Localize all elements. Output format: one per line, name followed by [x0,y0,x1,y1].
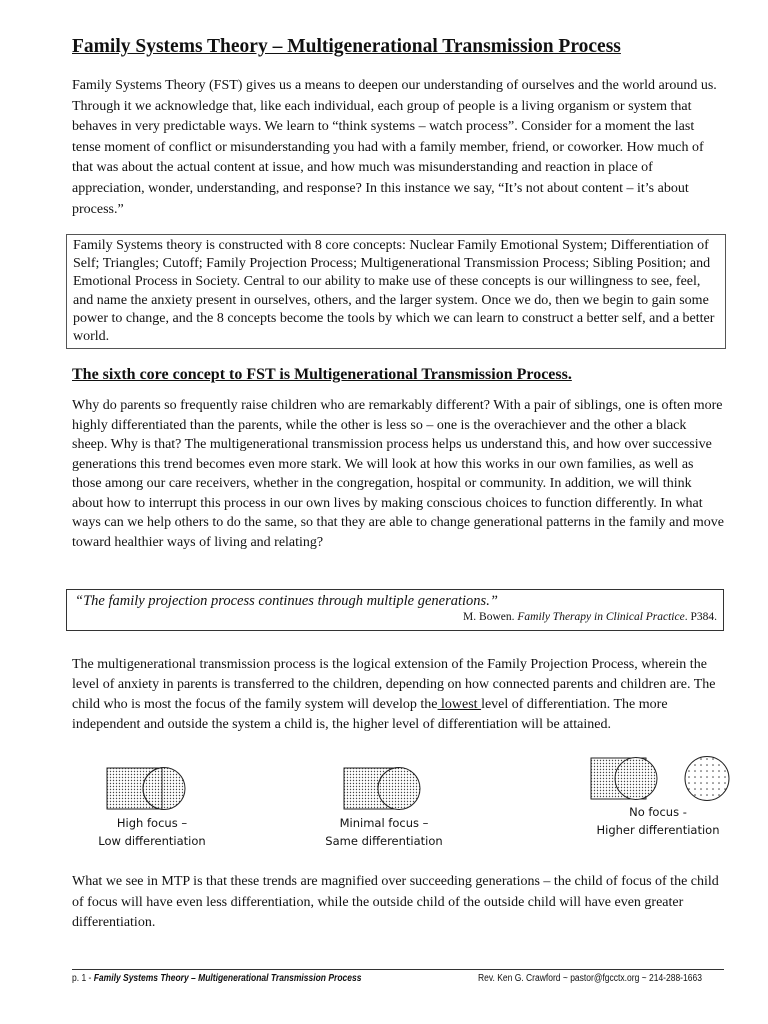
diagram-no-focus-icon [590,756,732,802]
mtp-text-after: level of differentiation. The more independent and outside the system a child is, the higher level of differentiation will be attained. [72,697,668,732]
footer-divider [72,969,724,970]
quote-text: “The family projection process continues through multiple generations.” [75,593,498,609]
mtp-paragraph [72,655,724,735]
footer-page-number: p. 1 - [72,973,92,984]
intro-paragraph: Family Systems Theory (FST) gives us a means to deepen our understanding of ourselves and the world around us. Through it we acknowledge that, like each individual, each group of people is a living organism or system that behaves in very predictable ways. We learn to “think systems – watch process”. Consider for a moment the last tense moment of conflict or misunderstanding you had with a family member, friend, or coworker. How much of that was about the actual content at issue, and how much was misunderstanding and reaction in place of appreciation, wonder, understanding, and response? In this instance we say, “It’s not about content – it’s about process.” [72,78,717,217]
mtp-text-before: The multigenerational transmission process is the logical extension of the Family Projection Process, wherein the level of anxiety in parents is transferred to the children, depending on how connected parents and children are. The child who is most the focus of the family system will develop the [72,657,716,712]
quote-page: . P384. [684,611,717,623]
diagram-high-focus-caption: High focus – Low differentiation [98,816,206,848]
footer-left [72,973,361,984]
section-paragraph: Why do parents so frequently raise children who are remarkably different? With a pair of siblings, one is often more highly differentiated than the parents, while the other is less so – one is the overachiever and the other a black sheep. Why is that? The multigenerational transmission process helps us understand this, and how over successive generations this trend becomes even more stark. We will look at how this works in our own families, as well as those among our care receivers, whether in the congregation, hospital or community. In addition, we will think about how to interrupt this process in our own lives by making conscious choices to function differently. In what ways can we help others to do the same, so that they are able to change generational patterns in the family and move toward healthier ways of living and relating? [72,398,724,550]
mtp-emphasis-lowest: lowest [437,697,482,712]
bowen-quote-box [66,589,724,631]
quote-book: Family Therapy in Clinical Practice [517,611,685,623]
footer-contact: Rev. Ken G. Crawford ~ pastor@fgcctx.org ~ 214-288-1663 [478,973,702,984]
diagram-no-focus-caption: No focus - Higher differentiation [596,805,720,837]
footer-doc-title: Family Systems Theory – Multigenerational Transmission Process [93,973,362,984]
quote-author: M. Bowen. [463,611,515,623]
closing-paragraph: What we see in MTP is that these trends are magnified over succeeding generations – the child of focus of the child of focus will have even less differentiation, while the outside child of the outside child will have even greater differentiation. [72,874,719,930]
core-concepts-box: Family Systems theory is constructed with 8 core concepts: Nuclear Family Emotional System; Differentiation of Self; Triangles; Cutoff; Family Projection Process; Multigenerational Transmission Process; Sibling Position; and Emotional Process in Society. Central to our ability to make use of these concepts is our willingness to see, feel, and name the anxiety present in ourselves, others, and the larger system. Once we do, then we begin to gain some power to change, and the 8 concepts become the tools by which we can learn to construct a better self, and a better world. [66,234,726,349]
section-heading: The sixth core concept to FST is Multigenerational Transmission Process. [72,366,572,383]
page-title: Family Systems Theory – Multigenerational Transmission Process [72,36,621,57]
diagram-minimal-focus-caption: Minimal focus – Same differentiation [325,816,443,848]
quote-citation [463,611,717,623]
diagram-minimal-focus-icon [343,767,423,811]
diagram-high-focus-icon [106,767,186,811]
